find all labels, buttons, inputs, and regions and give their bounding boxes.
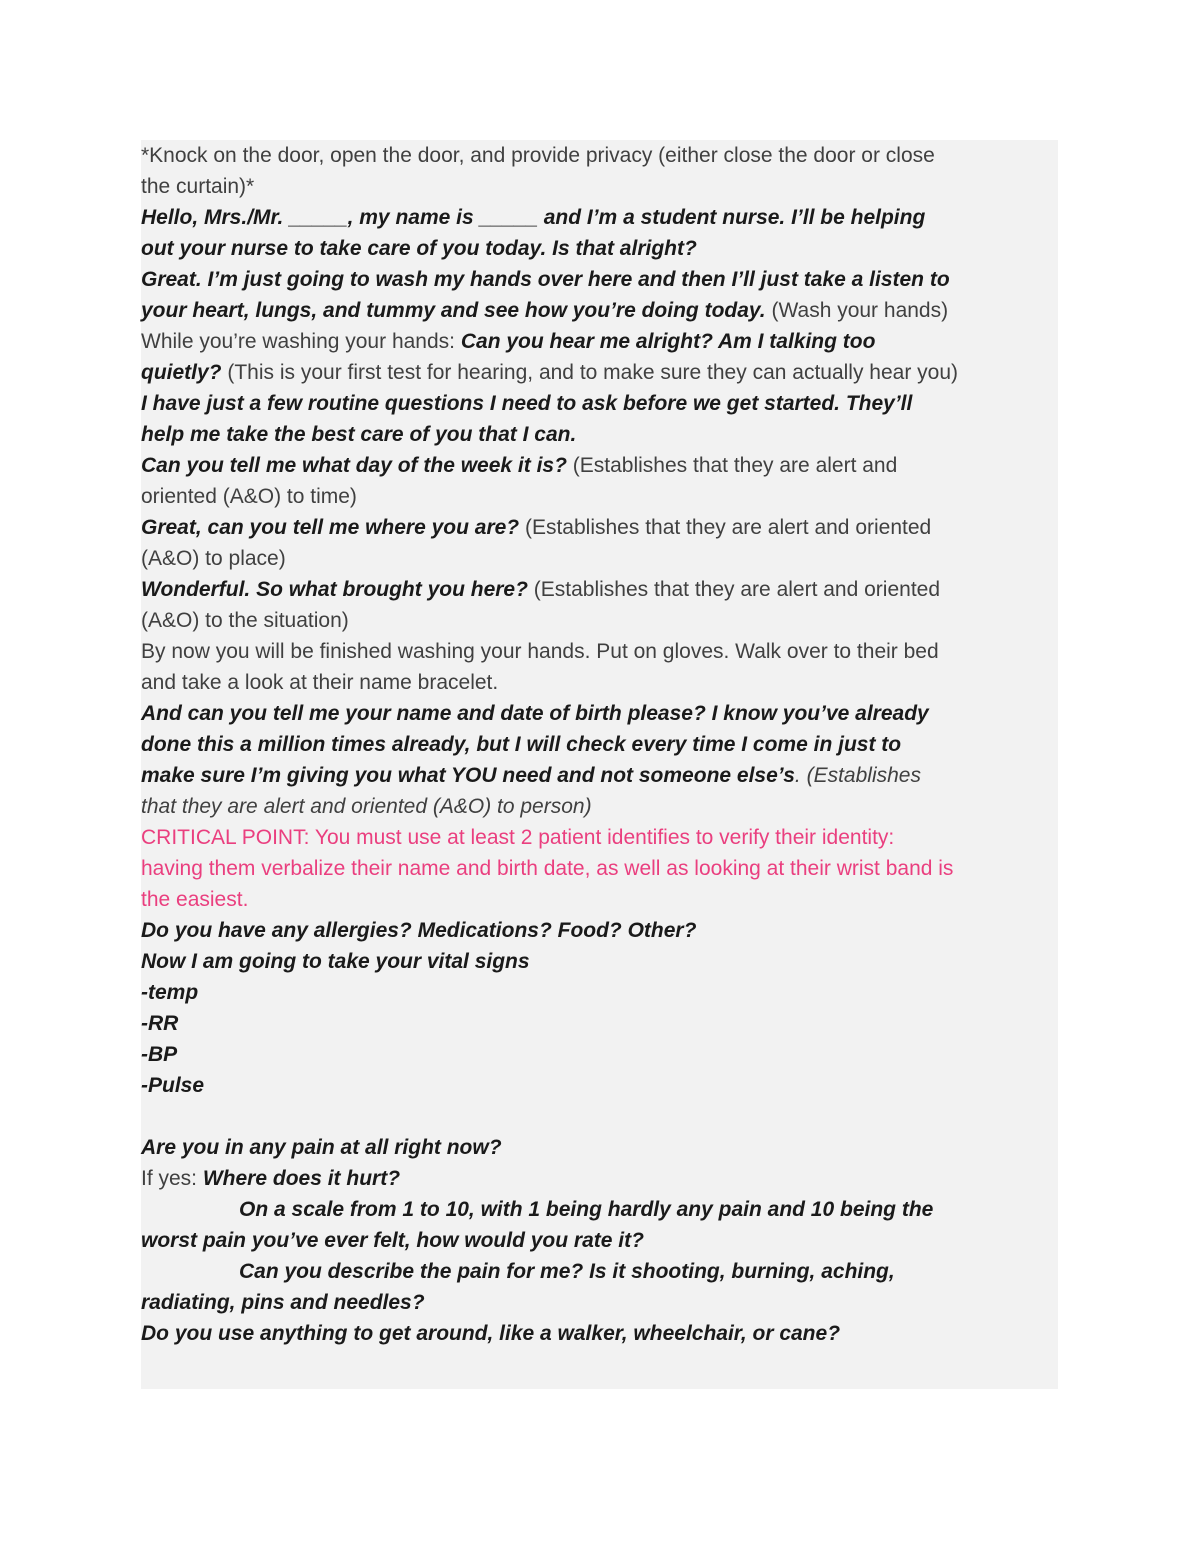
critical-point-text: having them verbalize their name and birth date, as well as looking at their wrist band is (141, 857, 954, 880)
note-text: By now you will be finished washing your hands. Put on gloves. Walk over to their bed (141, 640, 939, 663)
spoken-line: Wonderful. So what brought you here? (141, 578, 528, 601)
critical-point-text: CRITICAL POINT: You must use at least 2 patient identifies to verify their identity: (141, 826, 895, 849)
note-text: (Wash your hands) (765, 299, 949, 322)
line-pain-where (141, 1163, 1063, 1194)
line-knock (141, 140, 1063, 171)
note-text: . (Establishes (794, 764, 921, 787)
vital-pulse (141, 1070, 1063, 1101)
line-wash-2 (141, 295, 1063, 326)
vital-item: -BP (141, 1043, 178, 1066)
line-name-dob-3 (141, 760, 1063, 791)
vital-item: -RR (141, 1012, 179, 1035)
line-greeting-2 (141, 233, 1063, 264)
line-time (141, 450, 1063, 481)
line-wash (141, 264, 1063, 295)
spoken-line: Now I am going to take your vital signs (141, 950, 530, 973)
line-situation (141, 574, 1063, 605)
note-text: oriented (A&O) to time) (141, 485, 357, 508)
note-text: (Establishes that they are alert and (566, 454, 898, 477)
line-routine (141, 388, 1063, 419)
critical-point-3 (141, 884, 1063, 915)
note-text: (This is your first test for hearing, and to make sure they can actually hear you) (221, 361, 959, 384)
spoken-line: On a scale from 1 to 10, with 1 being hardly any pain and 10 being the (239, 1198, 934, 1221)
spoken-line: make sure I’m giving you what YOU need and not someone else’s (141, 764, 795, 787)
note-text: and take a look at their name bracelet. (141, 671, 499, 694)
stage-direction: the curtain)* (141, 175, 255, 198)
spoken-line: help me take the best care of you that I can. (141, 423, 577, 446)
line-name-dob (141, 698, 1063, 729)
line-allergies (141, 915, 1063, 946)
vital-rr (141, 1008, 1063, 1039)
line-pain-describe (141, 1256, 1063, 1287)
line-routine-2 (141, 419, 1063, 450)
spoken-line: Great, can you tell me where you are? (141, 516, 520, 539)
note-text: (Establishes that they are alert and oriented (519, 516, 932, 539)
line-hearing-2 (141, 357, 1063, 388)
blank-line (141, 1101, 1063, 1132)
vital-bp (141, 1039, 1063, 1070)
spoken-line: Can you describe the pain for me? Is it shooting, burning, aching, (239, 1260, 895, 1283)
spoken-line: radiating, pins and needles? (141, 1291, 425, 1314)
spoken-line: your heart, lungs, and tummy and see how you’re doing today. (141, 299, 766, 322)
line-hearing (141, 326, 1063, 357)
vital-item: -Pulse (141, 1074, 205, 1097)
line-pain (141, 1132, 1063, 1163)
note-text: (Establishes that they are alert and oriented (527, 578, 941, 601)
stage-direction: *Knock on the door, open the door, and provide privacy (either close the door or close (141, 144, 935, 167)
spoken-line: Do you use anything to get around, like a walker, wheelchair, or cane? (141, 1322, 841, 1345)
spoken-line: Can you hear me alright? Am I talking too (460, 330, 876, 353)
critical-point (141, 822, 1063, 853)
line-place-2 (141, 543, 1063, 574)
line-pain-scale (141, 1194, 1063, 1225)
spoken-line: out your nurse to take care of you today. Is that alright? (141, 237, 697, 260)
script-text (141, 140, 1063, 1349)
vital-item: -temp (141, 981, 199, 1004)
spoken-line: Are you in any pain at all right now? (141, 1136, 502, 1159)
note-text: While you’re washing your hands: (141, 330, 461, 353)
critical-point-2 (141, 853, 1063, 884)
line-gloves (141, 636, 1063, 667)
line-pain-scale-2 (141, 1225, 1063, 1256)
note-text: (A&O) to place) (141, 547, 286, 570)
spoken-line: I have just a few routine questions I need to ask before we get started. They’ll (141, 392, 913, 415)
spoken-line: Can you tell me what day of the week it is? (141, 454, 567, 477)
line-mobility (141, 1318, 1063, 1349)
note-text: that they are alert and oriented (A&O) to person) (141, 795, 592, 818)
line-pain-describe-2 (141, 1287, 1063, 1318)
line-situation-2 (141, 605, 1063, 636)
note-text: (A&O) to the situation) (141, 609, 349, 632)
spoken-line: Do you have any allergies? Medications? Food? Other? (141, 919, 697, 942)
line-greeting (141, 202, 1063, 233)
line-name-dob-2 (141, 729, 1063, 760)
spoken-line: worst pain you’ve ever felt, how would you rate it? (141, 1229, 644, 1252)
line-place (141, 512, 1063, 543)
spoken-line: Hello, Mrs./Mr. _____, my name is _____ and I’m a student nurse. I’ll be helping (141, 206, 926, 229)
spoken-line: Great. I’m just going to wash my hands over here and then I’ll just take a listen to (141, 268, 950, 291)
critical-point-text: the easiest. (141, 888, 249, 911)
line-time-2 (141, 481, 1063, 512)
line-name-dob-4 (141, 791, 1063, 822)
line-gloves-2 (141, 667, 1063, 698)
vital-temp (141, 977, 1063, 1008)
line-curtain (141, 171, 1063, 202)
spoken-line: done this a million times already, but I will check every time I come in just to (141, 733, 902, 756)
note-text: If yes: (141, 1167, 203, 1190)
spoken-line: Where does it hurt? (202, 1167, 401, 1190)
spoken-line: And can you tell me your name and date of birth please? I know you’ve already (141, 702, 929, 725)
spoken-line: quietly? (141, 361, 222, 384)
line-vitals (141, 946, 1063, 977)
